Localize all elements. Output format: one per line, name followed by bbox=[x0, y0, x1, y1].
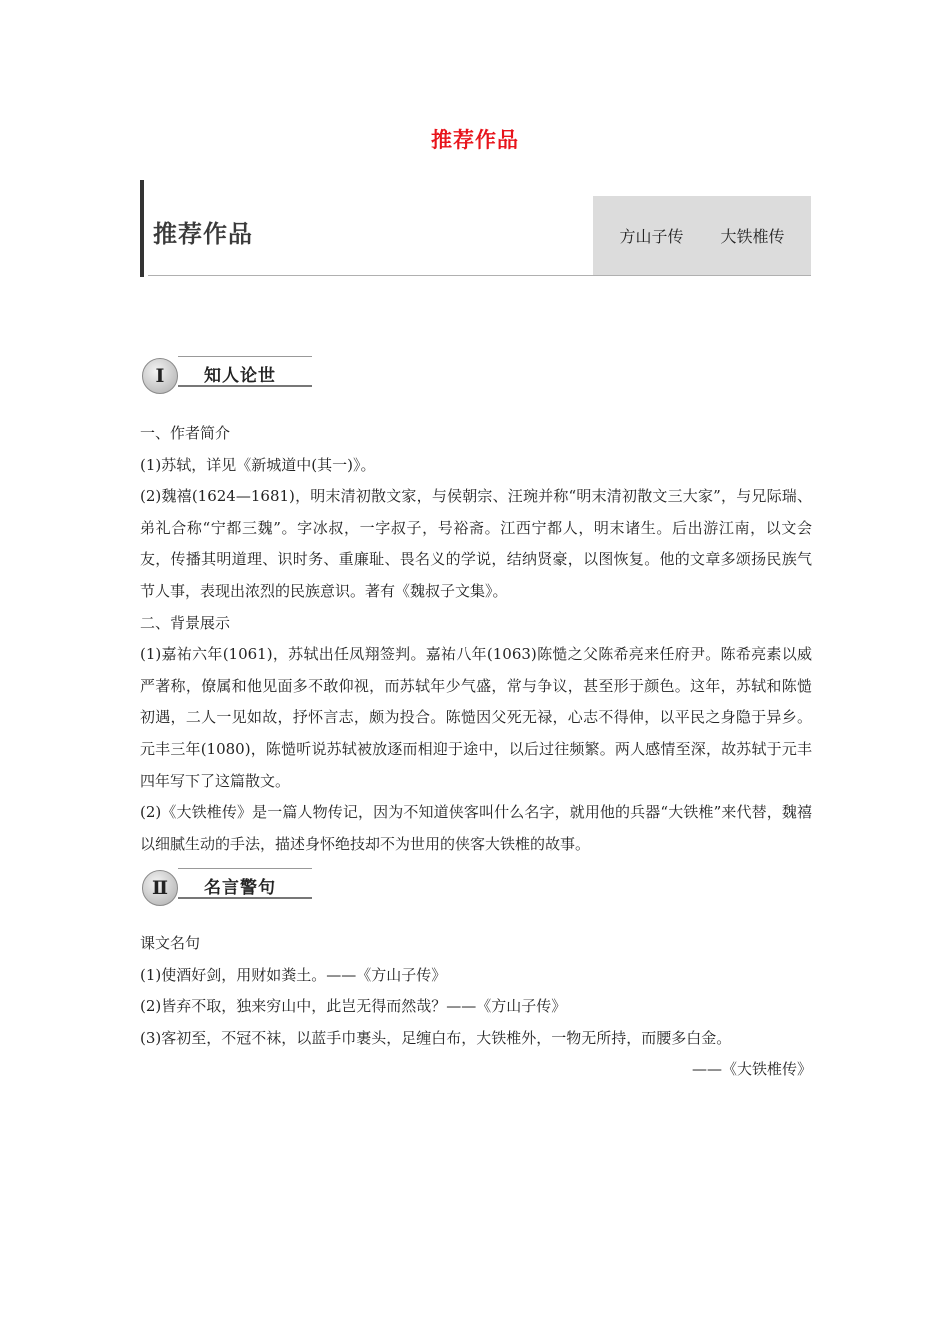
paragraph: (1)嘉祐六年(1061)，苏轼出任凤翔签判。嘉祐八年(1063)陈慥之父陈希亮来任府尹。陈希亮素以威严著称，僚属和他见面多不敢仰视，而苏轼年少气盛，常与争议，甚至形于颜色。这年，苏轼和陈慥初遇，二人一见如故，抒怀言志，颇为投合。陈慥因父死无禄，心志不得伸，以平民之身隐于异乡。元丰三年(1080)，陈慥听说苏轼被放逐而相迎于途中，以后过往频繁。两人感情至深，故苏轼于元丰四年写下了这篇散文。 bbox=[140, 645, 812, 790]
section-header-2 bbox=[140, 868, 315, 910]
title-banner bbox=[140, 180, 811, 277]
subheading-quotes: 课文名句 bbox=[140, 934, 201, 952]
section-line bbox=[178, 868, 312, 869]
quote-attribution: ——《大铁椎传》 bbox=[691, 1060, 812, 1079]
paragraph: (2)魏禧(1624—1681)，明末清初散文家，与侯朝宗、汪琬并称“明末清初散文三大家”，与兄际瑞、弟礼合称“宁都三魏”。字冰叔，一字叔子，号裕斋。江西宁都人，明末诸生。后出游江南，以文会友，传播其明道理、识时务、重廉耻、畏名义的学说，结纳贤豪，以图恢复。他的文章多颂扬民族气节人事，表现出浓烈的民族意识。著有《魏叔子文集》。 bbox=[140, 487, 812, 600]
work-title-fangshanzi: 方山子传 bbox=[619, 227, 684, 246]
roman-numeral-badge: Ⅰ bbox=[142, 358, 178, 394]
quote-item: (1)使酒好剑，用财如粪土。——《方山子传》 bbox=[140, 965, 447, 984]
subheading-background: 二、背景展示 bbox=[140, 613, 231, 632]
banner-divider bbox=[148, 275, 811, 276]
section-line bbox=[178, 356, 312, 357]
banner-works-box bbox=[593, 196, 811, 275]
section-label: 知人论世 bbox=[204, 366, 276, 386]
banner-title: 推荐作品 bbox=[153, 220, 253, 248]
subheading-author: 一、作者简介 bbox=[140, 424, 231, 442]
section2-content bbox=[140, 928, 812, 1086]
page-title: 推荐作品 bbox=[431, 128, 519, 152]
paragraph: (1)苏轼，详见《新城道中(其一)》。 bbox=[140, 455, 376, 474]
section-header-1 bbox=[140, 356, 315, 398]
quote-item: (2)皆弃不取，独来穷山中，此岂无得而然哉？——《方山子传》 bbox=[140, 997, 567, 1016]
section1-content bbox=[140, 418, 812, 860]
roman-numeral-badge: Ⅱ bbox=[142, 870, 178, 906]
paragraph: (2)《大铁椎传》是一篇人物传记，因为不知道侠客叫什么名字，就用他的兵器“大铁椎”来代替，魏禧以细腻生动的手法，描述身怀绝技却不为世用的侠客大铁椎的故事。 bbox=[140, 803, 812, 853]
work-title-datiechui: 大铁椎传 bbox=[720, 227, 785, 246]
quote-item: (3)客初至，不冠不袜，以蓝手巾裹头，足缠白布，大铁椎外，一物无所持，而腰多白金。 bbox=[140, 1028, 732, 1047]
section-label: 名言警句 bbox=[204, 878, 276, 898]
banner-accent-bar bbox=[140, 180, 144, 277]
